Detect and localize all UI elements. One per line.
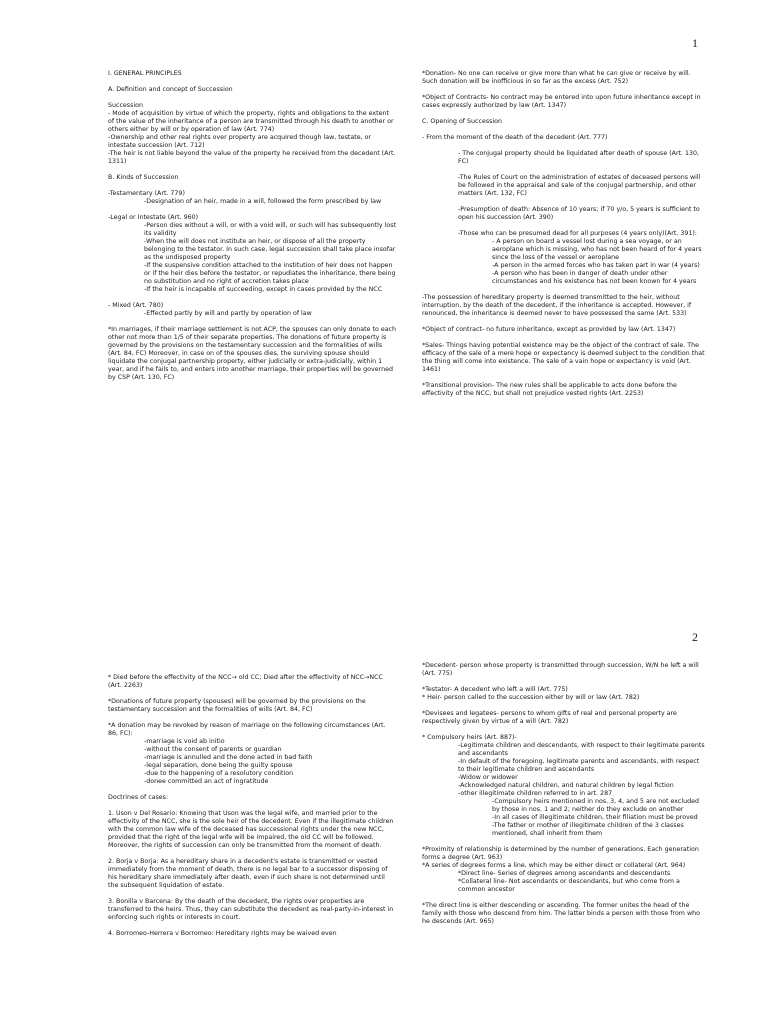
paragraph: *Collateral line- Not ascendants or descendants, but who come from a common ancestor (458, 878, 680, 893)
paragraph: *A donation may be revoked by reason of marriage on the following circumstances (Art. 86, FC): (108, 722, 386, 737)
paragraph: *Donation- No one can receive or give more than what he can give or receive by will. Such donation will be inofficious in so far as the excess (Art. 752) (422, 70, 691, 85)
paragraph: -Legal or Intestate (Art. 960) (108, 214, 199, 221)
left-column (108, 674, 396, 946)
paragraph: -Compulsory heirs mentioned in nos. 3, 4, and 5 are not excluded by those in nos. 1 and 2; neither do they exclude on another (492, 798, 699, 813)
paragraph: *Devisees and legatees- persons to whom gifts of real and personal property are respectively given by virtue of a will (Art. 782) (422, 710, 677, 725)
paragraph: *Direct line- Series of degrees among ascendants and descendants (458, 870, 671, 877)
paragraph: - The conjugal property should be liquidated after death of spouse (Art. 130, FC) (458, 150, 700, 165)
page-number: 2 (692, 630, 698, 644)
paragraph: -If the heir is incapable of succeeding, except in cases provided by the NCC (144, 286, 383, 293)
paragraph: *A series of degrees forms a line, which may be either direct or collateral (Art. 964) (422, 862, 686, 869)
paragraph: 4. Borromeo-Herrera v Borromeo: Hereditary rights may be waived even (108, 930, 337, 937)
paragraph: 1. Uson v Del Rosario: Knowing that Uson was the legal wife, and married prior to the effectivity of the NCC, she is the sole heir of the decedent. Even if the illegitimate children with the common law wife of the deceased has successional rights under the new NCC, provided that the right of the legal wife will be impaired, the old CC will be followed. Moreover, the rights of succession can only be transmitted from the moment of death. (108, 810, 394, 849)
paragraph: - Mode of acquisition by virtue of which the property, rights and obligations to the extent of the value of the inheritance of a person are transmitted through his death to another or others either by will or by operation of law (Art. 774) (108, 110, 394, 133)
paragraph: -Legitimate children and descendants, with respect to their legitimate parents and ascendants (458, 742, 705, 757)
paragraph: * Heir- person called to the succession either by will or law (Art. 782) (422, 694, 640, 701)
right-column (422, 662, 707, 934)
paragraph: -marriage is annulled and the done acted in bad faith (144, 754, 313, 761)
paragraph: A. Definition and concept of Succession (108, 86, 233, 93)
paragraph: 2. Borja v Borja: As a hereditary share in a decedent's estate is transmitted or vested immediately from the moment of death, there is no legal bar to a successor disposing of his hereditary share immediately after death, even if such share is not determined until the subsequent liquidation of estate. (108, 858, 388, 889)
paragraph: -Presumption of death: Absence of 10 years; if 70 y/o, 5 years is sufficient to open his succession (Art. 390) (458, 206, 700, 221)
paragraph: *Sales- Things having potential existence may be the object of the contract of sale. The efficacy of the sale of a mere hope or expectancy is deemed subject to the condition that the thing will come into existence. The sale of a vain hope or expectancy is void (Art. 1461) (422, 342, 705, 373)
paragraph: 3. Bonilla v Barcena: By the death of the decedent, the rights over properties are transferred to the heirs. Thus, they can substitute the decedent as real-party-in-interest in enforcing such rights or interests in court. (108, 898, 394, 921)
paragraph: -If the suspensive condition attached to the institution of heir does not happen or if the heir dies before the testator, or repudiates the inheritance, there being no substitution and no right of accretion takes place (144, 262, 396, 285)
paragraph: * Compulsory heirs (Art. 887)- (422, 734, 517, 741)
paragraph: -Effected partly by will and partly by operation of law (144, 310, 312, 317)
paragraph: I. GENERAL PRINCIPLES (108, 70, 182, 77)
paragraph: *Testator- A decedent who left a will (Art. 775) (422, 686, 568, 693)
paragraph: -The Rules of Court on the administration of estates of deceased persons will be followed in the appraisal and sale of the conjugal partnership, and other matters (Art. 132, FC) (458, 174, 701, 197)
paragraph: -The possession of hereditary property is deemed transmitted to the heir, without interruption, by the death of the decedent, if the inheritance is accepted. However, if renounced, the inheritance is deemed never to have possessed the same (Art. 533) (422, 294, 692, 317)
paragraph: -Those who can be presumed dead for all purposes (4 years only)(Art. 391): (458, 230, 697, 237)
paragraph: -donee committed an act of ingratitude (144, 778, 269, 785)
paragraph: -The father or mother of illegitimate children of the 3 classes mentioned, shall inherit from them (492, 822, 684, 837)
paragraph: *Transitional provision- The new rules shall be applicable to acts done before the effectivity of the NCC, but shall not prejudice vested rights (Art. 2253) (422, 382, 677, 397)
paragraph: -Widow or widower (458, 774, 518, 781)
paragraph: Doctrines of cases: (108, 794, 169, 801)
paragraph: -When the will does not institute an heir, or dispose of all the property belonging to the testator. In such case, legal succession shall take place insofar as the undisposed property (144, 238, 396, 261)
paragraph: -due to the happening of a resolutory condition (144, 770, 294, 777)
paragraph: * Died before the effectivity of the NCC→ old CC; Died after the effectivity of NCC→NCC (Art. 2263) (108, 674, 383, 689)
paragraph: *In marriages, if their marriage settlement is not ACP, the spouses can only donate to each other not more than 1/5 of their separate properties. The donations of future property is governed by the provisions on the testamentary succession and the formalities of wills (Art. 84, FC) Moreover, in case on of the spouses dies, the surviving spouse should liquidate the conjugal partnership property, either judicially or extra-judicially, within 1 year, and if he fails to, and enters into another marriage, their properties will be governed by CSP (Art. 130, FC) (108, 326, 397, 381)
paragraph: -Testamentary (Art. 779) (108, 190, 185, 197)
paragraph: *Object of Contracts- No contract may be entered into upon future inheritance except in cases expressly authorized by law (Art. 1347) (422, 94, 701, 109)
paragraph: -Designation of an heir, made in a will, followed the form prescribed by law (144, 198, 382, 205)
paragraph: -In default of the foregoing, legitimate parents and ascendants, with respect to their legitimate children and ascendants (458, 758, 700, 773)
left-column (108, 70, 396, 390)
paragraph: - Mixed (Art. 780) (108, 302, 164, 309)
paragraph: Succession (108, 102, 143, 109)
paragraph: -Ownership and other real rights over property are acquired though law, testate, or intestate succession (Art. 712) (108, 134, 372, 149)
paragraph: C. Opening of Succession (422, 118, 502, 125)
page-number: 1 (692, 36, 698, 50)
paragraph: *Object of contract- no future inheritance, except as provided by law (Art. 1347) (422, 326, 676, 333)
paragraph: *Decedent- person whose property is transmitted through succession, W/N he left a will (Art. 775) (422, 662, 699, 677)
paragraph: -legal separation, done being the guilty spouse (144, 762, 293, 769)
paragraph: *Proximity of relationship is determined by the number of generations. Each generation forms a degree (Art. 963) (422, 846, 699, 861)
paragraph: - A person on board a vessel lost during a sea voyage, or an aeroplane which is missing, who has not been heard of for 4 years since the loss of the vessel or aeroplane (492, 238, 702, 261)
paragraph: -The heir is not liable beyond the value of the property he received from the decedent (Art. 1311) (108, 150, 396, 165)
paragraph: - From the moment of the death of the decedent (Art. 777) (422, 134, 608, 141)
paragraph: B. Kinds of Succession (108, 174, 179, 181)
paragraph: *Donations of future property (spouses) will be governed by the provisions on the testamentary succession and the formalities of wills (Art. 84, FC) (108, 698, 366, 713)
page-two (0, 600, 768, 1024)
paragraph: -without the consent of parents or guardian (144, 746, 282, 753)
paragraph: -A person who has been in danger of death under other circumstances and his existence has not been known for 4 years (492, 270, 697, 285)
paragraph: -other illegitimate children referred to in art. 287 (458, 790, 613, 797)
paragraph: -marriage is void ab initio (144, 738, 225, 745)
paragraph: *The direct line is either descending or ascending. The former unites the head of the family with those who descend from him. The latter binds a person with those from who he descends (Art. 965) (422, 902, 700, 925)
paragraph: -Acknowledged natural children, and natural children by legal fiction (458, 782, 674, 789)
paragraph: -Person dies without a will, or with a void will, or such will has subsequently lost its validity (144, 222, 396, 237)
paragraph: -In all cases of illegitimate children, their filiation must be proved (492, 814, 698, 821)
paragraph: -A person in the armed forces who has taken part in war (4 years) (492, 262, 700, 269)
right-column (422, 70, 707, 406)
